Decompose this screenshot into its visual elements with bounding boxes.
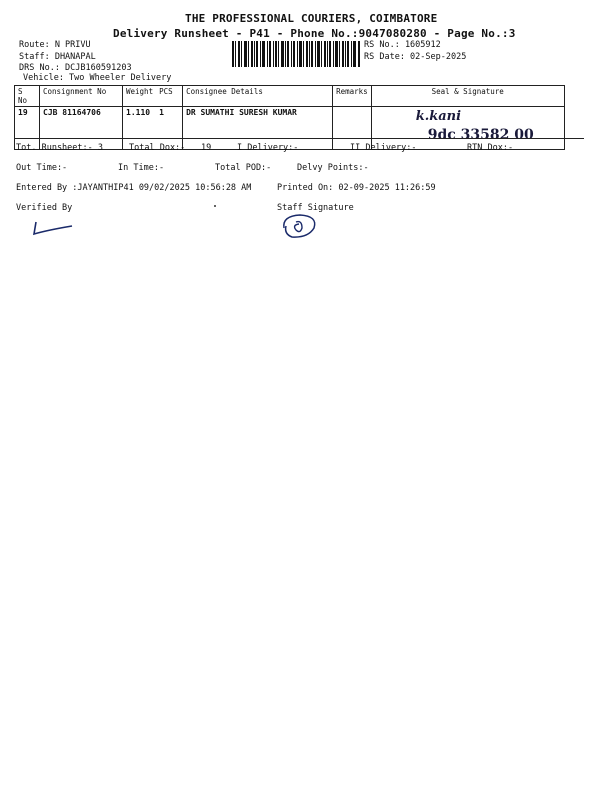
col-weight: Weight: [123, 86, 157, 107]
in-time: In Time:-: [118, 163, 165, 173]
col-seal-signature: Seal & Signature: [371, 86, 564, 107]
total-dox-value: 19: [201, 143, 212, 153]
cell-sno: 19: [15, 107, 40, 150]
handwritten-name: k.kani: [415, 109, 462, 124]
company-title: THE PROFESSIONAL COURIERS, COIMBATORE: [185, 12, 438, 25]
runsheet-table: [14, 85, 565, 150]
stray-dot: [214, 205, 216, 207]
i-delivery: I Delivery:-: [237, 143, 299, 153]
barcode-image: [232, 41, 360, 67]
cell-consignee: DR SUMATHI SURESH KUMAR: [183, 107, 333, 150]
delvy-points: Delvy Points:-: [297, 163, 369, 173]
verified-by-label: Verified By: [16, 203, 73, 213]
col-sno: S No: [15, 86, 40, 107]
handwritten-phone: 9dc 33582 00: [427, 127, 534, 143]
col-remarks: Remarks: [333, 86, 372, 107]
staff-signature-label: Staff Signature: [277, 203, 354, 213]
cell-consignment: CJB 81164706: [40, 107, 123, 150]
entered-by: Entered By :JAYANTHIP41 09/02/2025 10:56:28 AM: [16, 183, 252, 193]
divider-line: [14, 138, 584, 139]
runsheet-subtitle: Delivery Runsheet - P41 - Phone No.:9047080280 - Page No.:3: [113, 27, 516, 40]
rs-date: RS Date: 02-Sep-2025: [364, 52, 467, 62]
vehicle-label: Vehicle: Two Wheeler Delivery: [23, 73, 172, 83]
out-time: Out Time:-: [16, 163, 68, 173]
total-dox-label: Total Dox:-: [129, 143, 186, 153]
printed-on: Printed On: 02-09-2025 11:26:59: [277, 183, 436, 193]
total-pod: Total POD:-: [215, 163, 272, 173]
staff-label: Staff: DHANAPAL: [19, 52, 96, 62]
rs-number: RS No.: 1605912: [364, 40, 441, 50]
table-header-row: [15, 86, 565, 107]
route-label: Route: N PRIVU: [19, 40, 91, 50]
ii-delivery: II Delivery:-: [350, 143, 417, 153]
verified-signature-mark: [30, 220, 80, 240]
rtn-dox: RTN Dox:-: [467, 143, 514, 153]
cell-pcs: 1: [156, 107, 183, 150]
col-pcs: PCS: [156, 86, 183, 107]
staff-signature-mark: [278, 212, 322, 240]
tot-runsheet: Tot. Runsheet:- 3: [16, 143, 103, 153]
col-consignment: Consignment No: [40, 86, 123, 107]
drs-label: DRS No.: DCJB160591203: [19, 63, 132, 73]
col-consignee: Consignee Details: [183, 86, 333, 107]
cell-weight: 1.110: [123, 107, 157, 150]
